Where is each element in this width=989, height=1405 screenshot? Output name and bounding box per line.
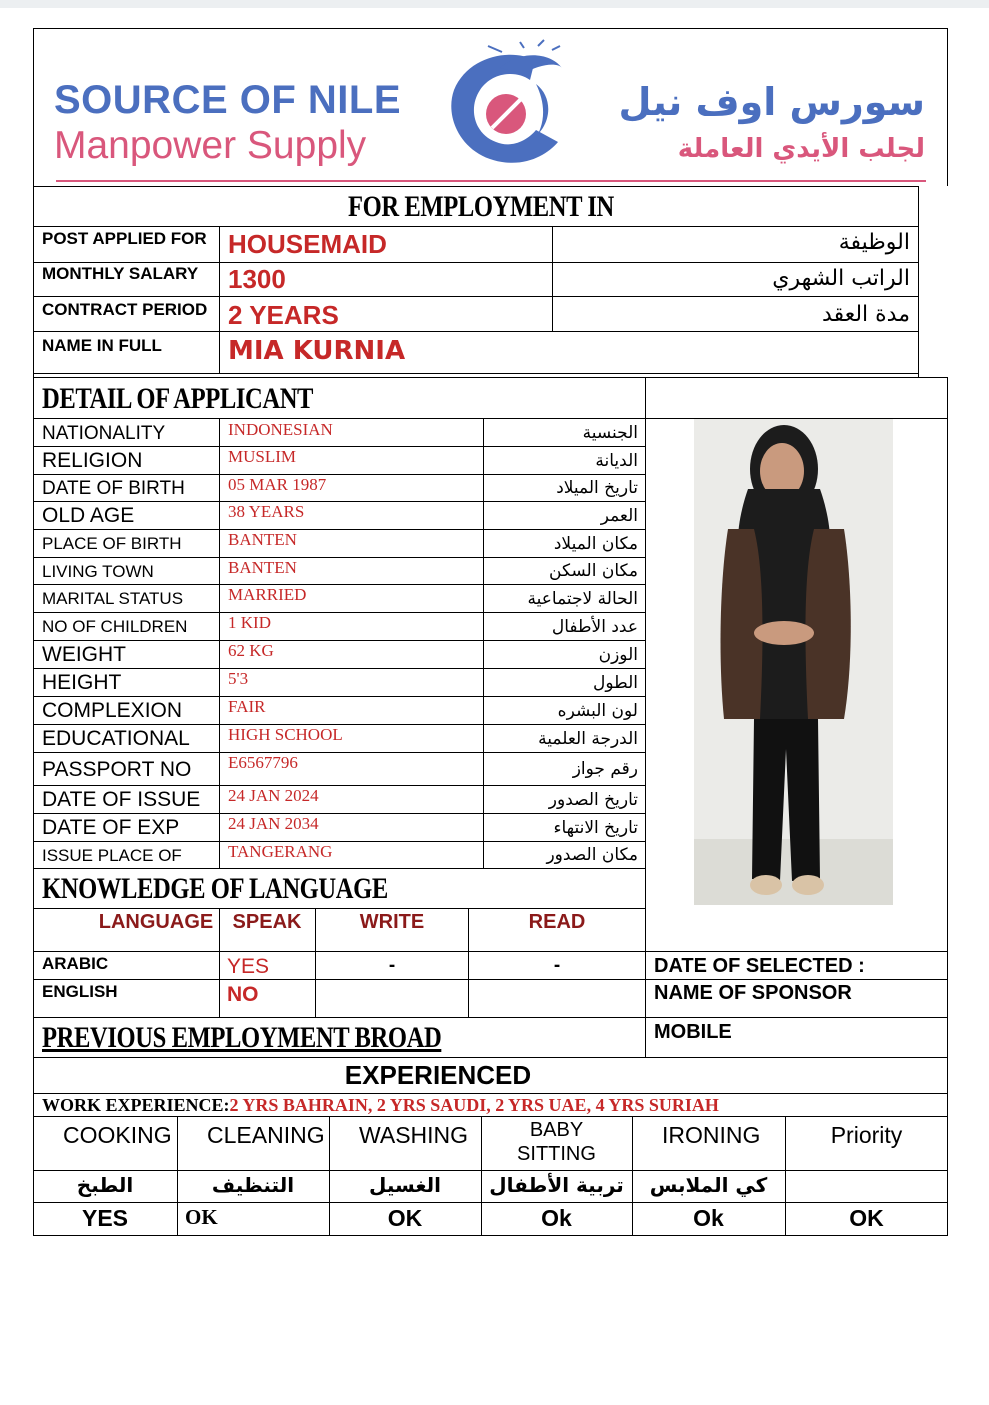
detail-label-ar: الدرجة العلمية (538, 729, 638, 749)
lang-arabic-write: - (388, 955, 396, 976)
detail-label: PLACE OF BIRTH (42, 534, 182, 553)
detail-label-ar: مكان الصدور (546, 845, 638, 865)
detail-label: DATE OF ISSUE (42, 788, 201, 811)
contract-label-ar: مدة العقد (822, 302, 910, 327)
salary-label: MONTHLY SALARY (42, 264, 199, 283)
work-experience-row (42, 1095, 719, 1116)
detail-label: DATE OF EXP (42, 816, 180, 839)
lang-arabic-read: - (553, 955, 561, 976)
company-logo-icon (440, 38, 580, 168)
skill-value: OK (387, 1205, 423, 1231)
detail-label: PASSPORT NO (42, 758, 192, 781)
work-experience-label: WORK EXPERIENCE: (42, 1095, 230, 1115)
skill-header: BABY SITTING (517, 1119, 596, 1165)
detail-value: 24 JAN 2024 (228, 786, 319, 805)
skill-header-ar: الغسيل (368, 1173, 442, 1197)
sponsor-label: NAME OF SPONSOR (654, 982, 852, 1004)
skill-value: Ok (693, 1205, 724, 1231)
lang-row-arabic: ARABIC (42, 954, 109, 973)
detail-label: NATIONALITY (42, 423, 166, 444)
detail-label-ar: رقم جواز (572, 759, 638, 779)
detail-label-ar: الحالة لاجتماعية (527, 589, 638, 609)
contract-value: 2 YEARS (228, 300, 339, 330)
lang-row-english: ENGLISH (42, 982, 118, 1001)
skill-value: OK (185, 1205, 218, 1229)
skill-header: WASHING (359, 1122, 469, 1148)
detail-label: DATE OF BIRTH (42, 478, 185, 499)
detail-label-ar: الجنسية (582, 423, 638, 443)
skill-header: COOKING (63, 1122, 172, 1148)
detail-label-ar: الديانة (595, 451, 638, 471)
detail-label-ar: عدد الأطفال (551, 617, 638, 637)
post-label: POST APPLIED FOR (42, 229, 207, 248)
detail-value: 24 JAN 2034 (228, 814, 319, 833)
skill-header-ar: تربية الأطفال (489, 1173, 624, 1197)
frame-left (33, 28, 34, 1236)
detail-value: FAIR (228, 697, 266, 716)
skill-header-ar: التنظيف (211, 1173, 295, 1197)
detail-title: DETAIL OF APPLICANT (42, 382, 314, 415)
detail-label-ar: الوزن (598, 645, 638, 665)
lang-arabic-speak: YES (227, 955, 270, 978)
detail-value: 1 KID (228, 613, 271, 632)
detail-value: 5'3 (228, 669, 249, 688)
name-value: MIA KURNIA (228, 336, 406, 366)
detail-label: LIVING TOWN (42, 562, 154, 581)
salary-label-ar: الراتب الشهري (772, 266, 910, 291)
detail-label: OLD AGE (42, 504, 135, 527)
previous-employment-title: PREVIOUS EMPLOYMENT BROAD (42, 1021, 442, 1054)
header-underline (56, 180, 926, 182)
skill-header: Priority (830, 1122, 903, 1148)
salary-value: 1300 (228, 264, 286, 294)
skill-value: OK (849, 1205, 884, 1231)
detail-value: 62 KG (228, 641, 274, 660)
detail-value: BANTEN (228, 530, 297, 549)
detail-label: NO OF CHILDREN (42, 617, 188, 636)
detail-value: 38 YEARS (228, 502, 305, 521)
company-tagline-ar: لجلب الأيدي العاملة (677, 134, 925, 164)
detail-value: HIGH SCHOOL (228, 725, 343, 744)
detail-value: E6567796 (228, 753, 298, 772)
detail-label-ar: مكان الميلاد (553, 534, 638, 554)
detail-label: RELIGION (42, 449, 143, 472)
skill-header-ar: الطبخ (76, 1173, 134, 1197)
work-experience-value: 2 YRS BAHRAIN, 2 YRS SAUDI, 2 YRS UAE, 4 YRS SURIAH (229, 1095, 719, 1115)
detail-label-ar: مكان السكن (549, 561, 638, 581)
detail-value: 05 MAR 1987 (228, 475, 327, 494)
detail-label-ar: العمر (600, 506, 638, 526)
detail-value: INDONESIAN (228, 420, 333, 439)
viewer-top-band (0, 0, 989, 8)
skill-header: IRONING (662, 1122, 761, 1148)
language-title: KNOWLEDGE OF LANGUAGE (42, 872, 388, 905)
lang-header-language: LANGUAGE (98, 911, 214, 933)
skill-header-ar: كي الملابس (649, 1173, 768, 1197)
contract-label: CONTRACT PERIOD (42, 300, 208, 319)
detail-label: MARITAL STATUS (42, 589, 184, 608)
detail-label: WEIGHT (42, 643, 126, 666)
detail-value: MARRIED (228, 585, 307, 604)
company-name-en: SOURCE OF NILE (54, 78, 402, 122)
lang-header-write: WRITE (359, 911, 425, 933)
detail-label-ar: تاريخ الانتهاء (553, 818, 638, 838)
detail-label: COMPLEXION (42, 699, 183, 722)
employment-title: FOR EMPLOYMENT IN (348, 190, 614, 223)
detail-label: ISSUE PLACE OF (42, 846, 182, 865)
detail-value: MUSLIM (228, 447, 297, 466)
mobile-label: MOBILE (654, 1021, 732, 1043)
skill-value: Ok (541, 1205, 572, 1231)
experienced-label: EXPERIENCED (344, 1060, 532, 1090)
detail-label: HEIGHT (42, 671, 122, 694)
skill-value: YES (81, 1205, 129, 1231)
detail-label-ar: تاريخ الميلاد (556, 478, 638, 498)
name-label: NAME IN FULL (42, 336, 162, 355)
detail-value: TANGERANG (228, 842, 333, 861)
detail-label: EDUCATIONAL (42, 727, 190, 750)
lang-header-speak: SPEAK (232, 911, 302, 933)
post-value: HOUSEMAID (228, 229, 387, 259)
post-label-ar: الوظيفة (838, 230, 910, 255)
lang-header-read: READ (528, 911, 586, 933)
frame-right-header (947, 28, 948, 186)
detail-label-ar: الطول (593, 673, 638, 693)
skill-header: CLEANING (207, 1122, 325, 1148)
detail-label-ar: تاريخ الصدور (548, 790, 638, 810)
frame-top (33, 28, 948, 29)
applicant-photo-figure-icon (694, 419, 893, 905)
company-tagline-en: Manpower Supply (54, 124, 367, 167)
detail-value: BANTEN (228, 558, 297, 577)
lang-english-speak: NO (227, 983, 259, 1006)
date-selected-label: DATE OF SELECTED : (654, 955, 865, 977)
company-name-ar: سورس اوف نيل (618, 80, 925, 124)
detail-label-ar: لون البشره (557, 701, 638, 721)
applicant-photo (694, 419, 893, 905)
